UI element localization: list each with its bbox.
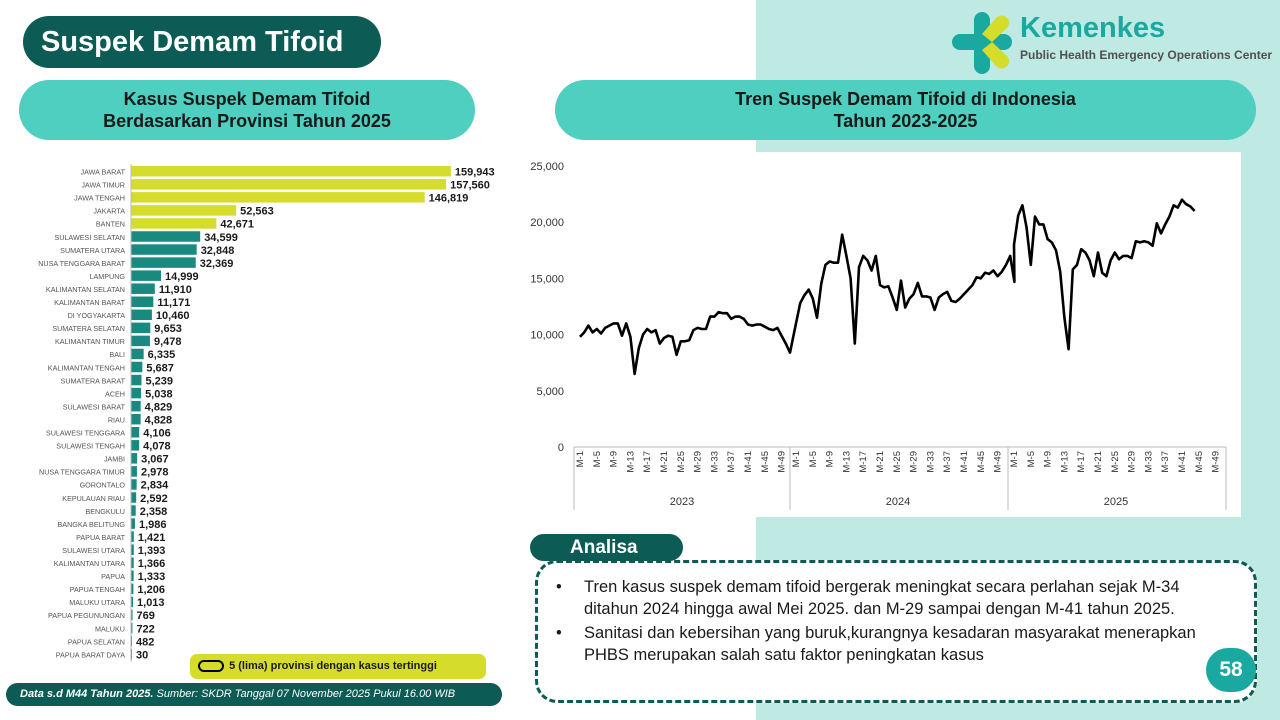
bar-value-label: 157,560 <box>450 179 490 192</box>
province-bar <box>131 192 425 203</box>
province-label: PAPUA PEGUNUNGAN <box>48 611 125 621</box>
y-tick-label: 15,000 <box>530 273 564 286</box>
week-tick-label: M-37 <box>942 451 954 473</box>
bar-value-label: 722 <box>136 623 155 636</box>
week-tick-label: M-41 <box>1177 451 1188 473</box>
y-tick-label: 25,000 <box>530 161 564 173</box>
bar-chart-title <box>19 80 475 140</box>
bar-value-label: 10,460 <box>155 310 190 323</box>
bar-value-label: 2,978 <box>140 466 169 479</box>
province-label: JAWA TIMUR <box>81 180 125 190</box>
year-label: 2023 <box>669 496 695 508</box>
province-bar <box>131 401 141 412</box>
week-tick-label: M-37 <box>726 451 738 473</box>
footer-data-note: Data s.d M44 Tahun 2025. <box>20 688 154 700</box>
province-label: MALUKU UTARA <box>69 598 125 608</box>
week-tick-label: M-9 <box>608 451 620 468</box>
y-tick-label: 20,000 <box>530 217 564 230</box>
province-bar <box>131 375 141 386</box>
bar-value-label: 4,106 <box>143 427 171 440</box>
week-tick-label: M-5 <box>591 451 603 468</box>
week-tick-label: M-9 <box>824 451 836 468</box>
province-label: BENGKULU <box>85 506 125 516</box>
analisa-box <box>535 560 1257 703</box>
province-label: JAKARTA <box>93 206 125 216</box>
province-bar <box>131 257 196 268</box>
province-label: KALIMANTAN BARAT <box>54 298 125 307</box>
bar-value-label: 1,393 <box>137 544 166 557</box>
footer-source <box>6 683 502 706</box>
bar-value-label: 1,986 <box>138 518 167 531</box>
province-label: SULAWESI BARAT <box>62 402 125 412</box>
province-label: KALIMANTAN TIMUR <box>54 337 125 347</box>
bar-value-label: 4,829 <box>144 401 173 414</box>
province-label: PAPUA <box>101 572 125 582</box>
week-tick-label: M-5 <box>807 451 819 468</box>
province-label: SULAWESI TENGAH <box>56 441 125 451</box>
week-tick-label: M-21 <box>875 451 886 473</box>
week-tick-label: M-1 <box>1009 451 1020 468</box>
analisa-point: • Tren kasus suspek demam tifoid bergerak meningkat secara perlahan sejak M-34 ditahun 2024 hingga awal Mei 2025. dan M-29 sampai dengan M-41 tahun 2025. <box>556 576 1234 620</box>
week-tick-label: M-17 <box>858 451 870 473</box>
province-bar <box>131 297 153 308</box>
province-bar <box>131 440 139 451</box>
province-bar <box>131 362 142 373</box>
week-tick-label: M-25 <box>675 451 687 473</box>
bar-value-label: 146,819 <box>428 192 469 205</box>
province-bar <box>131 505 136 516</box>
week-tick-label: M-49 <box>776 451 788 473</box>
bar-value-label: 4,078 <box>143 440 171 453</box>
week-tick-label: M-37 <box>1160 451 1172 473</box>
province-label: SULAWESI UTARA <box>62 545 125 555</box>
province-bar <box>131 388 141 399</box>
province-label: BANTEN <box>95 219 125 229</box>
bar-value-label: 11,171 <box>157 297 191 309</box>
week-tick-label: M-17 <box>1076 451 1088 473</box>
week-tick-label: M-1 <box>575 451 586 468</box>
province-bar <box>131 349 144 360</box>
bar-value-label: 1,366 <box>137 558 166 570</box>
bar-value-label: 2,358 <box>139 505 168 518</box>
province-label: SUMATERA UTARA <box>60 245 125 255</box>
province-bar <box>131 414 141 425</box>
province-label: JAWA TENGAH <box>74 193 125 203</box>
bar-value-label: 14,999 <box>164 270 199 283</box>
province-label: ACEH <box>105 389 125 399</box>
year-label: 2025 <box>1103 496 1129 508</box>
week-tick-label: M-1 <box>791 451 802 468</box>
province-label: JAMBI <box>103 454 125 464</box>
bar-value-label: 9,653 <box>154 323 182 336</box>
bar-value-label: 3,067 <box>141 453 169 466</box>
bar-value-label: 52,563 <box>240 205 274 218</box>
province-label: BANGKA BELITUNG <box>57 519 125 529</box>
province-bar <box>131 323 150 334</box>
week-tick-label: M-33 <box>709 451 721 473</box>
y-tick-label: 10,000 <box>530 329 564 342</box>
province-bar <box>131 218 216 229</box>
week-tick-label: M-25 <box>1109 451 1121 473</box>
province-label: KALIMANTAN SELATAN <box>45 284 125 294</box>
province-bar <box>131 466 137 477</box>
logo-name: Kemenkes <box>1020 12 1166 44</box>
footer-source-text: Sumber: SKDR Tanggal 07 November 2025 Pukul 16.00 WIB <box>153 688 456 700</box>
week-tick-label: M-13 <box>1059 451 1071 473</box>
week-tick-label: M-21 <box>1093 451 1104 473</box>
legend <box>190 654 486 679</box>
y-tick-label: 0 <box>557 442 564 454</box>
province-label: SULAWESI TENGGARA <box>45 428 125 438</box>
bar-value-label: 4,828 <box>144 414 173 427</box>
province-label: NUSA TENGGARA TIMUR <box>39 467 125 477</box>
province-label: PAPUA SELATAN <box>67 637 125 647</box>
province-label: JAWA BARAT <box>80 167 125 177</box>
province-bar <box>131 166 451 177</box>
province-label: SULAWESI SELATAN <box>54 232 125 242</box>
province-label: NUSA TENGGARA BARAT <box>38 258 125 268</box>
page-number: 58 <box>1206 648 1256 692</box>
province-label: DI YOGYAKARTA <box>67 311 125 321</box>
legend-text: 5 (lima) provinsi dengan kasus tertinggi <box>229 660 437 672</box>
province-label: PAPUA BARAT DAYA <box>55 650 125 660</box>
week-tick-label: M-45 <box>975 451 987 473</box>
y-tick-label: 5,000 <box>536 385 564 398</box>
week-tick-label: M-13 <box>625 451 637 473</box>
week-tick-label: M-45 <box>1193 451 1205 473</box>
page-title: Suspek Demam Tifoid <box>23 16 381 68</box>
province-bar <box>131 310 152 321</box>
analisa-list <box>556 576 1234 666</box>
week-tick-label: M-49 <box>992 451 1004 473</box>
province-bar <box>131 244 197 255</box>
trend-line-series <box>580 200 1195 374</box>
week-tick-label: M-41 <box>743 451 754 473</box>
province-bar <box>131 283 155 294</box>
week-tick-label: M-5 <box>1025 451 1037 468</box>
province-label: LAMPUNG <box>89 271 125 281</box>
week-tick-label: M-45 <box>759 451 771 473</box>
province-bar <box>131 518 135 529</box>
week-tick-label: M-21 <box>659 451 670 473</box>
year-label: 2024 <box>885 496 911 508</box>
bar-value-label: 11,910 <box>158 283 192 296</box>
province-label: RIAU <box>107 415 125 425</box>
bar-value-label: 769 <box>136 610 155 623</box>
province-bar <box>131 336 150 347</box>
province-bar <box>131 479 137 490</box>
province-label: KALIMANTAN TENGAH <box>47 363 125 373</box>
province-bar <box>131 492 136 503</box>
province-bar <box>131 179 446 190</box>
bar-value-label: 32,369 <box>199 257 234 270</box>
kemenkes-logo-icon <box>952 10 1014 76</box>
week-tick-label: M-29 <box>1126 451 1138 473</box>
province-label: MALUKU <box>95 624 125 634</box>
province-bar <box>131 427 139 438</box>
week-tick-label: M-33 <box>1143 451 1155 473</box>
province-bar <box>131 231 200 242</box>
week-tick-label: M-17 <box>642 451 654 473</box>
week-tick-label: M-29 <box>908 451 920 473</box>
bar-value-label: 482 <box>136 636 155 649</box>
province-label: KALIMANTAN UTARA <box>53 559 125 568</box>
province-bar-chart <box>20 160 520 670</box>
week-tick-label: M-49 <box>1210 451 1222 473</box>
line-chart-title <box>555 80 1256 140</box>
bar-value-label: 34,599 <box>204 231 238 244</box>
legend-swatch <box>198 660 224 672</box>
bar-value-label: 5,239 <box>145 375 174 388</box>
bar-value-label: 42,671 <box>220 218 254 231</box>
analisa-label: Analisa <box>530 534 683 561</box>
bar-value-label: 9,478 <box>153 336 182 349</box>
week-tick-label: M-25 <box>891 451 903 473</box>
province-label: SUMATERA SELATAN <box>52 324 125 334</box>
bar-value-label: 6,335 <box>147 349 176 362</box>
bar-value-label: 5,687 <box>146 362 174 375</box>
week-tick-label: M-13 <box>841 451 853 473</box>
bar-value-label: 5,038 <box>145 388 173 401</box>
bar-value-label: 1,421 <box>137 531 166 544</box>
province-bar <box>131 270 161 281</box>
bar-value-label: 30 <box>136 649 149 662</box>
bar-value-label: 1,206 <box>137 584 165 597</box>
province-label: PAPUA BARAT <box>76 532 125 542</box>
bar-chart-title-line2: Berdasarkan Provinsi Tahun 2025 <box>103 111 391 131</box>
province-label: BALI <box>109 350 125 360</box>
logo-subtitle: Public Health Emergency Operations Center <box>1020 48 1273 62</box>
analisa-point: • Sanitasi dan kebersihan yang buruk,kurangnya kesadaran masyarakat menerapkan PHBS merupakan salah satu faktor peningkatan kasus <box>556 622 1234 666</box>
bar-value-label: 1,333 <box>137 571 166 584</box>
trend-line-chart <box>522 152 1241 517</box>
bar-chart-title-line1: Kasus Suspek Demam Tifoid <box>123 89 371 109</box>
bar-value-label: 32,848 <box>200 244 235 257</box>
province-label: GORONTALO <box>79 480 125 490</box>
kemenkes-logo <box>952 10 1272 76</box>
bar-value-label: 2,592 <box>140 492 168 505</box>
province-bar <box>131 453 137 464</box>
bar-value-label: 159,943 <box>454 166 495 179</box>
province-label: PAPUA TENGAH <box>69 585 125 595</box>
line-chart-title-line1: Tren Suspek Demam Tifoid di Indonesia <box>735 89 1076 109</box>
week-tick-label: M-41 <box>959 451 970 473</box>
bar-value-label: 2,834 <box>140 479 169 492</box>
line-chart-container <box>522 152 1241 517</box>
week-tick-label: M-33 <box>925 451 937 473</box>
bar-value-label: 1,013 <box>137 597 165 610</box>
week-tick-label: M-9 <box>1042 451 1054 468</box>
line-chart-title-line2: Tahun 2023-2025 <box>833 111 978 131</box>
province-label: SUMATERA BARAT <box>60 376 125 386</box>
week-tick-label: M-29 <box>692 451 704 473</box>
province-bar <box>131 205 236 216</box>
province-label: KEPULAUAN RIAU <box>62 493 125 503</box>
